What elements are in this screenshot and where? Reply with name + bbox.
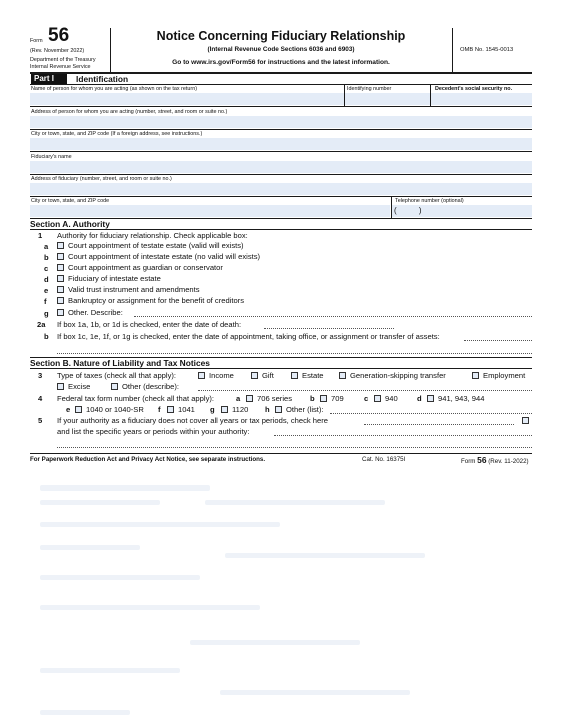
form-e-letter: e <box>66 405 71 414</box>
q2b-text: If box 1c, 1e, 1f, or 1g is checked, enter the date of appointment, taking office, or assignment or transfer of assets: <box>57 332 440 341</box>
checkbox-1040[interactable] <box>75 406 82 413</box>
tax-generation-skipping: Generation-skipping transfer <box>350 371 446 380</box>
footer-form-label: Form <box>461 458 476 465</box>
form-g-letter: g <box>210 405 215 414</box>
checkbox-706[interactable] <box>246 395 253 402</box>
bleed-through-mark <box>40 500 160 505</box>
checkbox-estate[interactable] <box>291 372 298 379</box>
taxpayer-city-field[interactable] <box>30 138 532 150</box>
checkbox-1d[interactable] <box>57 275 64 282</box>
footer-form-number: 56 <box>477 455 487 465</box>
form-940: 940 <box>385 394 398 403</box>
revision-date: (Rev. November 2022) <box>30 48 85 54</box>
paperwork-notice: For Paperwork Reduction Act and Privacy Act Notice, see separate instructions. <box>30 456 266 463</box>
checkbox-other-form[interactable] <box>275 406 282 413</box>
describe-line[interactable] <box>134 316 532 317</box>
tax-other: Other (describe): <box>122 382 179 391</box>
item-1e-letter: e <box>44 286 49 295</box>
years-line[interactable] <box>274 435 532 436</box>
q5-leader-dots <box>364 424 514 425</box>
bleed-through-mark <box>40 545 140 550</box>
footer-rule <box>30 453 532 454</box>
q5-text: If your authority as a fiduciary does not cover all years or tax periods, check here <box>57 416 328 425</box>
q3-text: Type of taxes (check all that apply): <box>57 371 177 380</box>
fiduciary-address-label: Address of fiduciary (number, street, and room or suite no.) <box>31 176 172 182</box>
checkbox-1c[interactable] <box>57 264 64 271</box>
checkbox-941[interactable] <box>427 395 434 402</box>
row-rule <box>30 151 532 152</box>
instructions-link[interactable]: Go to www.irs.gov/Form56 for instructions and the latest information. <box>172 59 390 66</box>
checkbox-employment[interactable] <box>472 372 479 379</box>
item-1f-letter: f <box>44 297 47 306</box>
bleed-through-mark <box>220 690 410 695</box>
bleed-through-mark <box>40 575 200 580</box>
checkbox-1041[interactable] <box>167 406 174 413</box>
checkbox-gst[interactable] <box>339 372 346 379</box>
row-rule <box>30 196 532 197</box>
form-label: Form <box>30 38 43 44</box>
section-a-rule <box>30 229 532 230</box>
agency: Internal Revenue Service <box>30 64 91 70</box>
item-1d-text: Fiduciary of intestate estate <box>68 274 161 283</box>
fiduciary-name-label: Fiduciary's name <box>31 154 72 160</box>
form-b-letter: b <box>310 394 315 403</box>
fiduciary-name-field[interactable] <box>30 161 532 173</box>
item-1b-text: Court appointment of intestate estate (no valid will exists) <box>68 252 261 261</box>
fiduciary-address-field[interactable] <box>30 183 532 195</box>
q2a-text: If box 1a, 1b, or 1d is checked, enter the date of death: <box>57 320 242 329</box>
row-rule <box>30 106 532 107</box>
omb-number: OMB No. 1545-0013 <box>460 47 514 53</box>
taxpayer-city-label: City or town, state, and ZIP code (If a foreign address, see instructions.) <box>31 131 203 137</box>
q2a-number: 2a <box>37 320 46 329</box>
checkbox-1120[interactable] <box>221 406 228 413</box>
form-d-letter: d <box>417 394 422 403</box>
checkbox-1f[interactable] <box>57 297 64 304</box>
item-1d-letter: d <box>44 275 49 284</box>
tax-excise: Excise <box>68 382 91 391</box>
checkbox-1b[interactable] <box>57 253 64 260</box>
item-1a-text: Court appointment of testate estate (valid will exists) <box>68 241 244 250</box>
q5-continued: and list the specific years or periods within your authority: <box>57 427 250 436</box>
tax-gift: Gift <box>262 371 274 380</box>
item-1c-letter: c <box>44 264 49 273</box>
form-subtitle: (Internal Revenue Code Sections 6036 and 6903) <box>207 46 355 53</box>
form-other: Other (list): <box>286 405 324 414</box>
q2b-number: b <box>44 332 49 341</box>
section-b-title: Section B. Nature of Liability and Tax Notices <box>30 358 210 368</box>
item-1a-letter: a <box>44 242 49 251</box>
section-a-title: Section A. Authority <box>30 219 110 229</box>
item-1b-letter: b <box>44 253 49 262</box>
form-c-letter: c <box>364 394 369 403</box>
catalog-number: Cat. No. 16375I <box>362 456 406 463</box>
date-of-death-line[interactable] <box>264 328 394 329</box>
item-1c-text: Court appointment as guardian or conservator <box>68 263 223 272</box>
years-continuation-line[interactable] <box>57 447 532 448</box>
part1-tag: Part I <box>34 74 55 83</box>
form-number: 56 <box>48 25 70 46</box>
form-1040: 1040 or 1040-SR <box>86 405 144 414</box>
form-f-letter: f <box>158 405 161 414</box>
checkbox-940[interactable] <box>374 395 381 402</box>
footer-revision: (Rev. 11-2022) <box>488 458 529 465</box>
decedent-ssn-label: Decedent's social security no. <box>435 86 513 92</box>
bleed-through-mark <box>40 710 130 715</box>
other-form-line[interactable] <box>330 413 532 414</box>
taxpayer-address-field[interactable] <box>30 116 532 128</box>
taxpayer-name-field[interactable] <box>30 93 344 105</box>
bleed-through-mark <box>205 500 385 505</box>
bleed-through-mark <box>40 522 280 527</box>
form-title: Notice Concerning Fiduciary Relationship <box>156 29 406 43</box>
item-1f-text: Bankruptcy or assignment for the benefit of creditors <box>68 296 245 305</box>
row-rule <box>30 129 532 130</box>
form-1120: 1120 <box>232 405 249 414</box>
checkbox-1e[interactable] <box>57 286 64 293</box>
form-709: 709 <box>331 394 344 403</box>
q1-text: Authority for fiduciary relationship. Check applicable box: <box>57 231 248 240</box>
decedent-ssn-field[interactable] <box>431 93 532 105</box>
fiduciary-city-label: City or town, state, and ZIP code <box>31 198 110 204</box>
department: Department of the Treasury <box>30 57 96 63</box>
bleed-through-mark <box>40 605 260 610</box>
item-1g-letter: g <box>44 309 49 318</box>
bleed-through-mark <box>225 553 425 558</box>
form-a-letter: a <box>236 394 241 403</box>
q3-number: 3 <box>38 371 43 380</box>
appointment-date-continuation-line[interactable] <box>57 353 532 354</box>
form-h-letter: h <box>265 405 270 414</box>
identifying-number-label: Identifying number <box>347 86 392 92</box>
fiduciary-city-field[interactable] <box>30 205 390 217</box>
bleed-through-mark <box>40 485 210 491</box>
item-1g-text: Other. Describe: <box>68 308 123 317</box>
item-1e-text: Valid trust instrument and amendments <box>68 285 200 294</box>
checkbox-other-tax[interactable] <box>111 383 118 390</box>
q5-number: 5 <box>38 416 43 425</box>
part1-title: Identification <box>76 74 129 84</box>
checkbox-709[interactable] <box>320 395 327 402</box>
telephone-label: Telephone number (optional) <box>395 198 464 204</box>
checkbox-q5[interactable] <box>522 417 529 424</box>
form-706: 706 series <box>257 394 293 403</box>
taxpayer-name-label: Name of person for whom you are acting (as shown on the tax return) <box>31 86 197 92</box>
row-rule <box>30 174 532 175</box>
other-tax-line[interactable] <box>198 390 532 391</box>
tax-estate: Estate <box>302 371 324 380</box>
part1-rule <box>30 84 532 85</box>
identifying-number-field[interactable] <box>345 93 430 105</box>
checkbox-excise[interactable] <box>57 383 64 390</box>
section-b-rule <box>30 368 532 369</box>
form-941: 941, 943, 944 <box>438 394 485 403</box>
appointment-date-line[interactable] <box>464 340 532 341</box>
q4-text: Federal tax form number (check all that apply): <box>57 394 215 403</box>
checkbox-income[interactable] <box>198 372 205 379</box>
tax-income: Income <box>209 371 234 380</box>
tax-employment: Employment <box>483 371 526 380</box>
form-1041: 1041 <box>178 405 195 414</box>
checkbox-1a[interactable] <box>57 242 64 249</box>
telephone-parens: ( ) <box>394 206 422 215</box>
taxpayer-address-label: Address of person for whom you are acting (number, street, and room or suite no.) <box>31 109 228 115</box>
bleed-through-mark <box>40 668 180 673</box>
bleed-through-mark <box>190 640 360 645</box>
q1-number: 1 <box>38 231 43 240</box>
checkbox-1g[interactable] <box>57 309 64 316</box>
header-divider-right <box>452 28 453 72</box>
q4-number: 4 <box>38 394 43 403</box>
checkbox-gift[interactable] <box>251 372 258 379</box>
